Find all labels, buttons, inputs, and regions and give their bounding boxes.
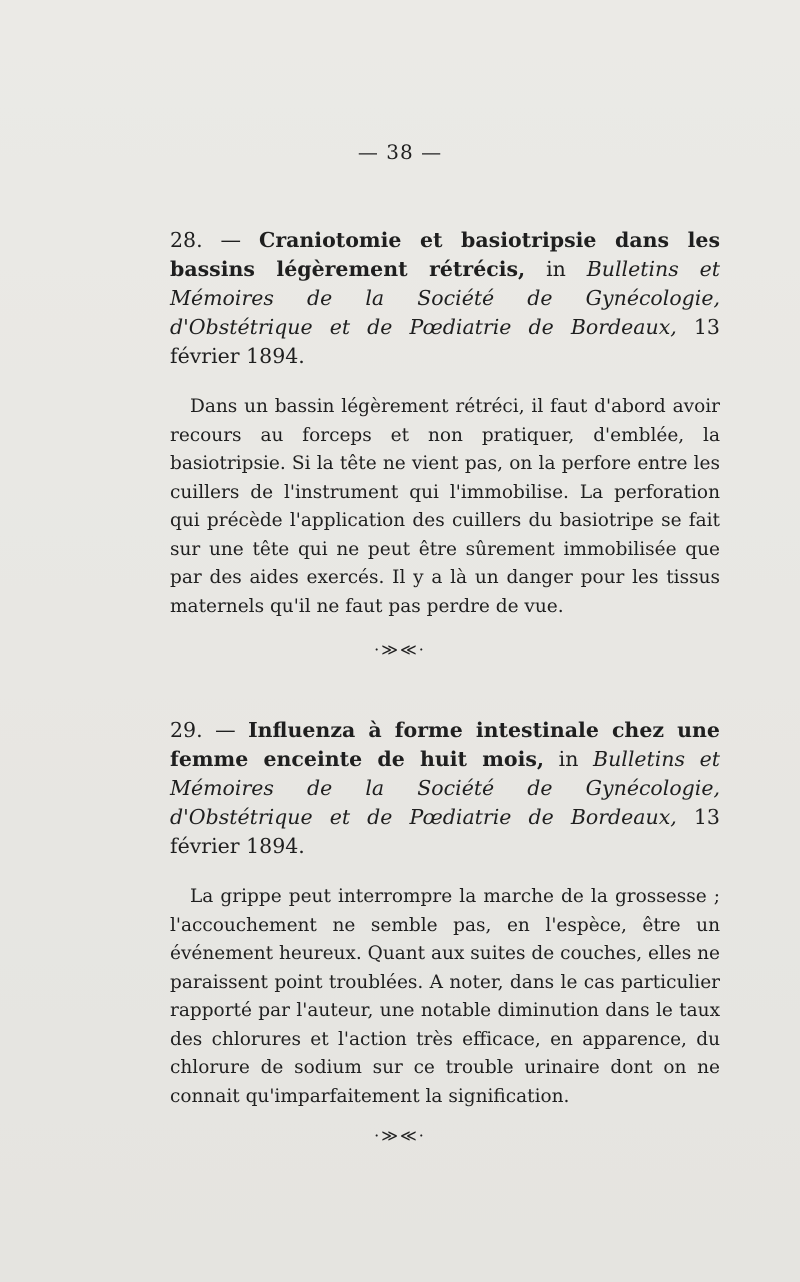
ornament-divider: ·≫≪· — [374, 640, 426, 659]
entry-29-body: La grippe peut interrompre la marche de la grossesse ; l'accouchement ne semble pas, en l'espèce, être un événement heureux. Quant aux suites de couches, elles ne paraissent point troublées. A noter, dans le cas particulier rapporté par l'auteur, une notable diminution dans le taux des chlorures et l'action très efficace, en apparence, du chlorure de sodium sur ce trouble urinaire dont on ne connait qu'imparfaitement la signification. — [170, 886, 720, 1107]
entry-title: Influenza à forme intestinale chez une femme enceinte de huit mois, — [170, 718, 720, 771]
entry-source: Bulletins et Mémoires de la Société de Gynécologie, d'Obstétrique et de Pœdiatrie de Bordeaux, — [170, 257, 720, 339]
entry-title: Craniotomie et basiotripsie dans les bassins légèrement rétrécis, — [170, 228, 720, 281]
entry-source: Bulletins et Mémoires de la Société de Gynécologie, d'Obstétrique et de Pœdiatrie de Bordeaux, — [170, 747, 720, 829]
page-number: — 38 — — [357, 140, 443, 164]
entry-28-body: Dans un bassin légèrement rétréci, il faut d'abord avoir recours au forceps et non pratiquer, d'emblée, la basiotripsie. Si la tête ne vient pas, on la perfore entre les cuillers de l'instrument qui l'immobilise. La perforation qui précède l'application des cuillers du basiotripe se fait sur une tête qui ne peut être sûrement immobilisée que par des aides exercés. Il y a là un danger pour les tissus maternels qu'il ne faut pas perdre de vue. — [170, 396, 720, 617]
entry-date: 13 février 1894. — [170, 315, 720, 368]
entry-number: 28. — — [170, 228, 242, 252]
entry-28 — [170, 226, 720, 621]
entry-date: 13 février 1894. — [170, 805, 720, 858]
entry-28-heading — [170, 226, 720, 371]
entry-29-heading — [170, 716, 720, 861]
entry-number: 29. — — [170, 718, 236, 742]
entry-in: in — [558, 747, 579, 771]
entry-29 — [170, 716, 720, 1111]
entry-in: in — [546, 257, 566, 281]
ornament-divider: ·≫≪· — [374, 1126, 426, 1145]
